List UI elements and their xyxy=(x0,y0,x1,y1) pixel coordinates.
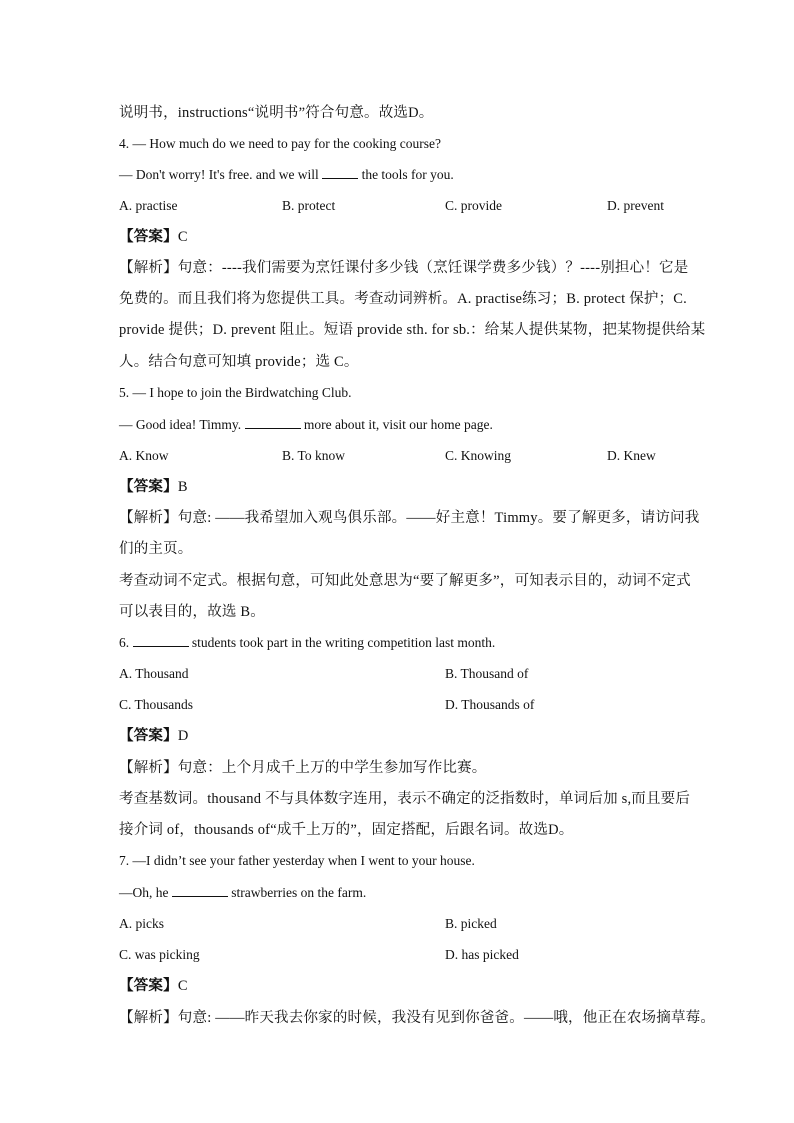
q6-analysis-line3: 接介词 of，thousands of“成千上万的”，固定搭配，后跟名词。故选D。 xyxy=(119,822,574,838)
q7-stem-line2: —Oh, he strawberries on the farm. xyxy=(119,885,367,900)
q5-option-a: A. Know xyxy=(119,448,169,463)
q4-option-a: A. practise xyxy=(119,198,178,213)
q6-option-a: A. Thousand xyxy=(119,666,189,681)
q4-stem-line2: — Don't worry! It's free. and we will the tools for you. xyxy=(119,167,454,182)
analysis-continuation: 说明书，instructions“说明书”符合句意。故选D。 xyxy=(119,105,434,121)
q6-option-d: D. Thousands of xyxy=(445,697,535,712)
q4-option-c: C. provide xyxy=(445,198,502,213)
q6-option-c: C. Thousands xyxy=(119,697,194,712)
q5-analysis-line4: 可以表目的，故选 B。 xyxy=(119,604,265,620)
q5-answer: 【答案】B xyxy=(119,479,188,495)
q5-option-d: D. Knew xyxy=(607,448,656,463)
q7-answer: 【答案】C xyxy=(119,978,188,994)
q6-analysis-line1: 【解析】句意：上个月成千上万的中学生参加写作比赛。 xyxy=(119,760,487,776)
q5-option-c: C. Knowing xyxy=(445,448,512,463)
q4-stem-line1: 4. — How much do we need to pay for the cooking course? xyxy=(119,136,442,151)
q7-option-d: D. has picked xyxy=(445,947,519,962)
q7-analysis-line1: 【解析】句意: ——昨天我去你家的时候，我没有见到你爸爸。——哦，他正在农场摘草莓。 xyxy=(119,1010,716,1026)
q6-blank xyxy=(133,634,189,647)
q4-blank xyxy=(322,166,358,179)
q4-option-d: D. prevent xyxy=(607,198,664,213)
q7-stem-line1: 7. —I didn’t see your father yesterday when I went to your house. xyxy=(119,853,475,868)
q6-stem: 6. students took part in the writing competition last month. xyxy=(119,635,496,650)
q4-analysis-line4: 人。结合句意可知填 provide；选 C。 xyxy=(119,354,359,370)
q7-option-c: C. was picking xyxy=(119,947,200,962)
q7-option-b: B. picked xyxy=(445,916,497,931)
q5-analysis-line1: 【解析】句意: ——我希望加入观鸟俱乐部。——好主意！Timmy。要了解更多，请访问我 xyxy=(119,510,700,526)
q5-stem-line1: 5. — I hope to join the Birdwatching Club. xyxy=(119,385,352,400)
q4-analysis-line1: 【解析】句意：----我们需要为烹饪课付多少钱（烹饪课学费多少钱）？----别担心！它是 xyxy=(119,260,689,276)
q6-option-b: B. Thousand of xyxy=(445,666,529,681)
q5-blank xyxy=(245,416,301,429)
q4-option-b: B. protect xyxy=(282,198,336,213)
q5-analysis-line3: 考查动词不定式。根据句意，可知此处意思为“要了解更多”，可知表示目的，动词不定式 xyxy=(119,573,691,589)
q7-blank xyxy=(172,884,228,897)
q6-answer: 【答案】D xyxy=(119,728,189,744)
q5-analysis-line2: 们的主页。 xyxy=(119,541,193,557)
q6-analysis-line2: 考查基数词。thousand 不与具体数字连用，表示不确定的泛指数时，单词后加 s,而且要后 xyxy=(119,791,691,807)
q5-option-b: B. To know xyxy=(282,448,345,463)
q4-answer: 【答案】C xyxy=(119,229,188,245)
q4-analysis-line2: 免费的。而且我们将为您提供工具。考查动词辨析。A. practise练习；B. protect 保护；C. xyxy=(119,291,688,307)
q4-analysis-line3: provide 提供；D. prevent 阻止。短语 provide sth. for sb.：给某人提供某物，把某物提供给某 xyxy=(119,322,706,338)
q5-stem-line2: — Good idea! Timmy. more about it, visit our home page. xyxy=(119,417,493,432)
q7-option-a: A. picks xyxy=(119,916,164,931)
